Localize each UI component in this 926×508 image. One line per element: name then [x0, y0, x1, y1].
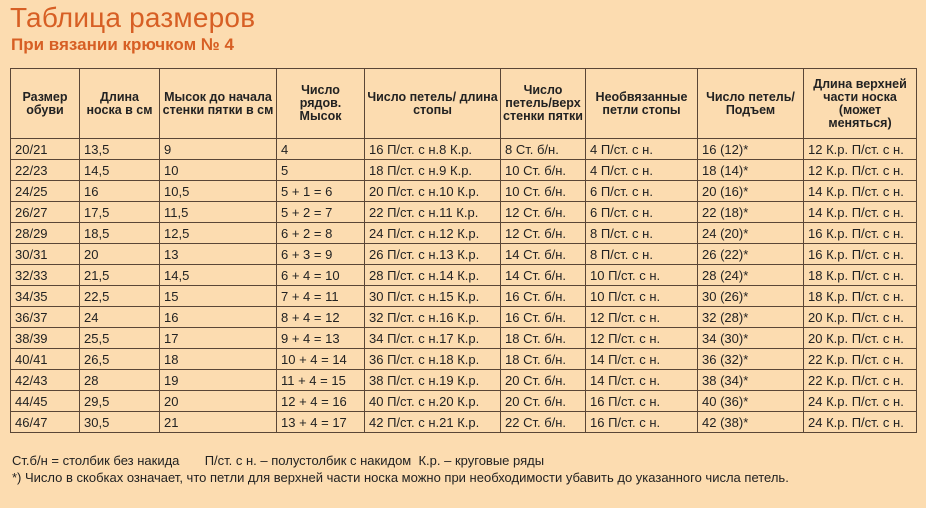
- table-row: [11, 139, 917, 160]
- cell-upper-length: 12 К.р. П/ст. с н.: [804, 160, 917, 181]
- table-row: [11, 391, 917, 412]
- cell-foot-stitches: 28 П/ст. с н.14 К.р.: [365, 265, 501, 286]
- header-shoe-size: Размер обуви: [11, 69, 80, 139]
- notes: [12, 452, 789, 486]
- cell-foot-stitches: 32 П/ст. с н.16 К.р.: [365, 307, 501, 328]
- cell-toe-rows: 9 + 4 = 13: [277, 328, 365, 349]
- cell-heel-stitches: 16 Ст. б/н.: [501, 286, 586, 307]
- header-upper-length: Длина верхней части носка (может меняться): [804, 69, 917, 139]
- legend-sc: Ст.б/н = столбик без накида: [12, 453, 180, 468]
- cell-heel-stitches: 14 Ст. б/н.: [501, 265, 586, 286]
- header-toe-rows: Число рядов. Мысок: [277, 69, 365, 139]
- cell-heel-stitches: 12 Ст. б/н.: [501, 223, 586, 244]
- header-instep-stitches: Число петель/ Подъем: [698, 69, 804, 139]
- header-foot-stitches: Число петель/ длина стопы: [365, 69, 501, 139]
- cell-unworked-stitches: 8 П/ст. с н.: [586, 223, 698, 244]
- legend-dc: П/ст. с н. – полустолбик с накидом: [204, 453, 412, 468]
- cell-instep-stitches: 40 (36)*: [698, 391, 804, 412]
- cell-instep-stitches: 36 (32)*: [698, 349, 804, 370]
- table-row: [11, 412, 917, 433]
- cell-foot-stitches: 38 П/ст. с н.19 К.р.: [365, 370, 501, 391]
- cell-sock-length: 16: [80, 181, 160, 202]
- cell-toe-to-heel: 13: [160, 244, 277, 265]
- cell-upper-length: 14 К.р. П/ст. с н.: [804, 202, 917, 223]
- cell-heel-stitches: 18 Ст. б/н.: [501, 328, 586, 349]
- cell-shoe-size: 20/21: [11, 139, 80, 160]
- table-row: [11, 349, 917, 370]
- cell-toe-to-heel: 10,5: [160, 181, 277, 202]
- cell-heel-stitches: 12 Ст. б/н.: [501, 202, 586, 223]
- cell-unworked-stitches: 12 П/ст. с н.: [586, 307, 698, 328]
- cell-sock-length: 22,5: [80, 286, 160, 307]
- header-heel-stitches: Число петель/верх стенки пятки: [501, 69, 586, 139]
- cell-heel-stitches: 10 Ст. б/н.: [501, 181, 586, 202]
- cell-upper-length: 24 К.р. П/ст. с н.: [804, 391, 917, 412]
- cell-toe-rows: 11 + 4 = 15: [277, 370, 365, 391]
- cell-instep-stitches: 30 (26)*: [698, 286, 804, 307]
- cell-shoe-size: 28/29: [11, 223, 80, 244]
- cell-heel-stitches: 22 Ст. б/н.: [501, 412, 586, 433]
- cell-toe-to-heel: 12,5: [160, 223, 277, 244]
- cell-toe-rows: 5: [277, 160, 365, 181]
- table-row: [11, 223, 917, 244]
- cell-sock-length: 18,5: [80, 223, 160, 244]
- cell-shoe-size: 24/25: [11, 181, 80, 202]
- cell-sock-length: 14,5: [80, 160, 160, 181]
- legend-rounds: К.р. – круговые ряды: [418, 453, 545, 468]
- cell-instep-stitches: 16 (12)*: [698, 139, 804, 160]
- cell-unworked-stitches: 4 П/ст. с н.: [586, 139, 698, 160]
- cell-toe-rows: 4: [277, 139, 365, 160]
- cell-toe-rows: 7 + 4 = 11: [277, 286, 365, 307]
- cell-instep-stitches: 34 (30)*: [698, 328, 804, 349]
- cell-instep-stitches: 32 (28)*: [698, 307, 804, 328]
- cell-upper-length: 16 К.р. П/ст. с н.: [804, 244, 917, 265]
- cell-shoe-size: 38/39: [11, 328, 80, 349]
- cell-sock-length: 28: [80, 370, 160, 391]
- cell-upper-length: 22 К.р. П/ст. с н.: [804, 370, 917, 391]
- cell-unworked-stitches: 4 П/ст. с н.: [586, 160, 698, 181]
- cell-shoe-size: 46/47: [11, 412, 80, 433]
- cell-toe-to-heel: 21: [160, 412, 277, 433]
- cell-toe-rows: 6 + 3 = 9: [277, 244, 365, 265]
- cell-heel-stitches: 20 Ст. б/н.: [501, 370, 586, 391]
- cell-toe-to-heel: 11,5: [160, 202, 277, 223]
- header-sock-length: Длина носка в см: [80, 69, 160, 139]
- cell-toe-rows: 6 + 4 = 10: [277, 265, 365, 286]
- header-unworked-stitches: Необвязанные петли стопы: [586, 69, 698, 139]
- cell-shoe-size: 42/43: [11, 370, 80, 391]
- cell-upper-length: 18 К.р. П/ст. с н.: [804, 265, 917, 286]
- cell-upper-length: 12 К.р. П/ст. с н.: [804, 139, 917, 160]
- cell-sock-length: 26,5: [80, 349, 160, 370]
- legend: [12, 452, 789, 469]
- cell-toe-rows: 8 + 4 = 12: [277, 307, 365, 328]
- cell-toe-to-heel: 19: [160, 370, 277, 391]
- cell-unworked-stitches: 6 П/ст. с н.: [586, 181, 698, 202]
- table-row: [11, 328, 917, 349]
- cell-shoe-size: 40/41: [11, 349, 80, 370]
- table-row: [11, 265, 917, 286]
- cell-foot-stitches: 36 П/ст. с н.18 К.р.: [365, 349, 501, 370]
- cell-sock-length: 13,5: [80, 139, 160, 160]
- cell-shoe-size: 26/27: [11, 202, 80, 223]
- table-row: [11, 202, 917, 223]
- table-row: [11, 160, 917, 181]
- cell-unworked-stitches: 10 П/ст. с н.: [586, 265, 698, 286]
- table-row: [11, 286, 917, 307]
- cell-toe-to-heel: 10: [160, 160, 277, 181]
- cell-unworked-stitches: 10 П/ст. с н.: [586, 286, 698, 307]
- cell-toe-rows: 5 + 2 = 7: [277, 202, 365, 223]
- cell-instep-stitches: 22 (18)*: [698, 202, 804, 223]
- cell-upper-length: 18 К.р. П/ст. с н.: [804, 286, 917, 307]
- cell-toe-rows: 10 + 4 = 14: [277, 349, 365, 370]
- cell-instep-stitches: 42 (38)*: [698, 412, 804, 433]
- cell-foot-stitches: 22 П/ст. с н.11 К.р.: [365, 202, 501, 223]
- cell-heel-stitches: 14 Ст. б/н.: [501, 244, 586, 265]
- cell-heel-stitches: 18 Ст. б/н.: [501, 349, 586, 370]
- cell-toe-to-heel: 15: [160, 286, 277, 307]
- cell-sock-length: 20: [80, 244, 160, 265]
- table-body: [11, 139, 917, 433]
- cell-foot-stitches: 26 П/ст. с н.13 К.р.: [365, 244, 501, 265]
- cell-toe-rows: 13 + 4 = 17: [277, 412, 365, 433]
- cell-toe-to-heel: 18: [160, 349, 277, 370]
- cell-toe-rows: 5 + 1 = 6: [277, 181, 365, 202]
- footnote: *) Число в скобках означает, что петли для верхней части носка можно при необходимости убавить до указанного числа петель.: [12, 470, 789, 485]
- cell-foot-stitches: 40 П/ст. с н.20 К.р.: [365, 391, 501, 412]
- cell-upper-length: 24 К.р. П/ст. с н.: [804, 412, 917, 433]
- page-subtitle: При вязании крючком № 4: [11, 35, 235, 54]
- cell-instep-stitches: 20 (16)*: [698, 181, 804, 202]
- cell-instep-stitches: 24 (20)*: [698, 223, 804, 244]
- cell-instep-stitches: 38 (34)*: [698, 370, 804, 391]
- cell-instep-stitches: 26 (22)*: [698, 244, 804, 265]
- cell-shoe-size: 32/33: [11, 265, 80, 286]
- table-row: [11, 244, 917, 265]
- cell-upper-length: 20 К.р. П/ст. с н.: [804, 328, 917, 349]
- cell-upper-length: 14 К.р. П/ст. с н.: [804, 181, 917, 202]
- cell-shoe-size: 30/31: [11, 244, 80, 265]
- table-row: [11, 307, 917, 328]
- cell-foot-stitches: 18 П/ст. с н.9 К.р.: [365, 160, 501, 181]
- cell-toe-to-heel: 9: [160, 139, 277, 160]
- cell-shoe-size: 34/35: [11, 286, 80, 307]
- cell-instep-stitches: 28 (24)*: [698, 265, 804, 286]
- cell-sock-length: 24: [80, 307, 160, 328]
- cell-heel-stitches: 20 Ст. б/н.: [501, 391, 586, 412]
- cell-foot-stitches: 34 П/ст. с н.17 К.р.: [365, 328, 501, 349]
- cell-foot-stitches: 30 П/ст. с н.15 К.р.: [365, 286, 501, 307]
- cell-unworked-stitches: 12 П/ст. с н.: [586, 328, 698, 349]
- cell-foot-stitches: 20 П/ст. с н.10 К.р.: [365, 181, 501, 202]
- cell-toe-to-heel: 16: [160, 307, 277, 328]
- cell-unworked-stitches: 8 П/ст. с н.: [586, 244, 698, 265]
- cell-sock-length: 17,5: [80, 202, 160, 223]
- cell-foot-stitches: 24 П/ст. с н.12 К.р.: [365, 223, 501, 244]
- cell-unworked-stitches: 16 П/ст. с н.: [586, 412, 698, 433]
- cell-sock-length: 21,5: [80, 265, 160, 286]
- cell-heel-stitches: 10 Ст. б/н.: [501, 160, 586, 181]
- size-table: [10, 68, 917, 433]
- cell-upper-length: 20 К.р. П/ст. с н.: [804, 307, 917, 328]
- cell-toe-to-heel: 14,5: [160, 265, 277, 286]
- header-toe-to-heel: Мысок до начала стенки пятки в см: [160, 69, 277, 139]
- cell-sock-length: 30,5: [80, 412, 160, 433]
- cell-shoe-size: 44/45: [11, 391, 80, 412]
- cell-toe-to-heel: 20: [160, 391, 277, 412]
- cell-heel-stitches: 16 Ст. б/н.: [501, 307, 586, 328]
- cell-toe-rows: 6 + 2 = 8: [277, 223, 365, 244]
- cell-foot-stitches: 16 П/ст. с н.8 К.р.: [365, 139, 501, 160]
- header-row: [11, 69, 917, 139]
- cell-toe-rows: 12 + 4 = 16: [277, 391, 365, 412]
- cell-unworked-stitches: 6 П/ст. с н.: [586, 202, 698, 223]
- cell-heel-stitches: 8 Ст. б/н.: [501, 139, 586, 160]
- cell-shoe-size: 36/37: [11, 307, 80, 328]
- cell-sock-length: 29,5: [80, 391, 160, 412]
- cell-toe-to-heel: 17: [160, 328, 277, 349]
- cell-upper-length: 22 К.р. П/ст. с н.: [804, 349, 917, 370]
- page-title: Таблица размеров: [10, 2, 256, 33]
- cell-instep-stitches: 18 (14)*: [698, 160, 804, 181]
- cell-foot-stitches: 42 П/ст. с н.21 К.р.: [365, 412, 501, 433]
- cell-unworked-stitches: 14 П/ст. с н.: [586, 370, 698, 391]
- cell-upper-length: 16 К.р. П/ст. с н.: [804, 223, 917, 244]
- cell-sock-length: 25,5: [80, 328, 160, 349]
- cell-unworked-stitches: 16 П/ст. с н.: [586, 391, 698, 412]
- table-row: [11, 181, 917, 202]
- cell-unworked-stitches: 14 П/ст. с н.: [586, 349, 698, 370]
- cell-shoe-size: 22/23: [11, 160, 80, 181]
- table-row: [11, 370, 917, 391]
